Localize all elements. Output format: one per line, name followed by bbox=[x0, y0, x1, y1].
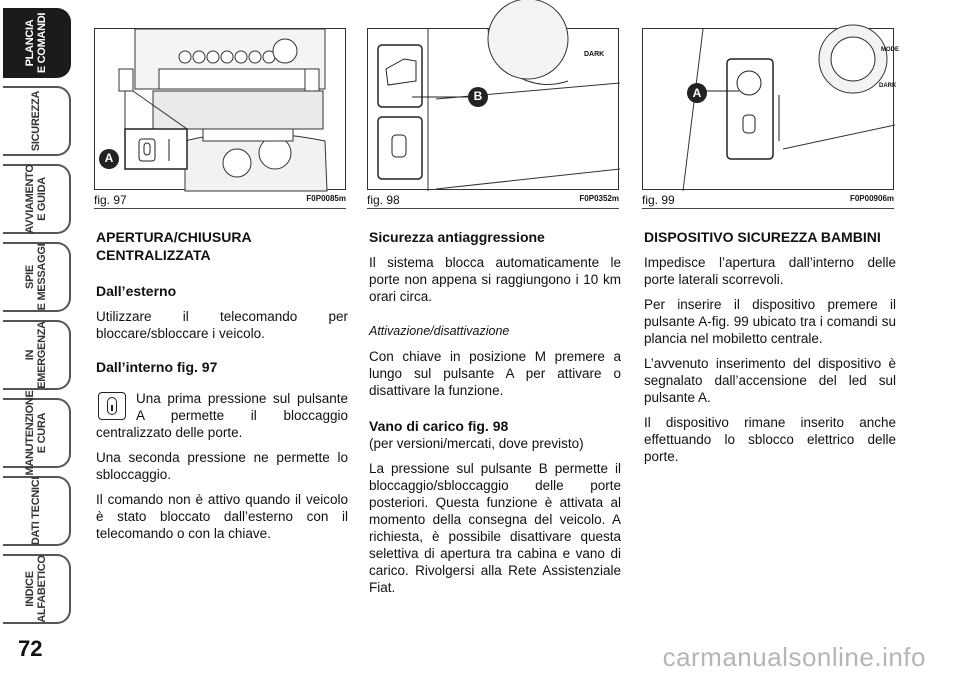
figure-98-dark-label: DARK bbox=[584, 51, 605, 58]
tab-plancia-comandi[interactable]: PLANCIA E COMANDI bbox=[3, 8, 71, 78]
watermark: carmanualsonline.info bbox=[662, 642, 926, 672]
dashboard-center-console-illustration bbox=[95, 29, 347, 191]
figure-97-caption bbox=[94, 193, 346, 207]
security-heading: Sicurezza antiaggressione bbox=[369, 229, 545, 245]
figure-99-mode-label: MODE bbox=[881, 47, 899, 53]
inside-text-2: Una seconda pressione ne permette lo sbloccaggio. bbox=[96, 450, 348, 482]
cargo-lock-button-illustration bbox=[368, 29, 620, 191]
outside-text: Utilizzare il telecomando per bloccare/sbloccare i veicolo. bbox=[96, 309, 348, 341]
inside-text-1: Una prima pressione sul pulsante A permette il bloccaggio centralizzato delle porte. bbox=[96, 391, 348, 440]
figure-98-number: fig. 98 bbox=[367, 193, 400, 207]
activation-heading: Attivazione/disattivazione bbox=[369, 324, 510, 338]
figure-99-rule bbox=[642, 208, 894, 209]
cargo-text: La pressione sul pulsante B permette il bloccaggio/sbloccaggio delle porte posteriori. Questa funzione è attivata al momento della consegna del veicolo. A richiesta, è possibile disattivare questa selettiva di apertura tra cabina e vano di carico. Rivolgersi alla Rete Assistenziale Fiat. bbox=[369, 461, 621, 595]
tab-spie-messaggi[interactable]: SPIE E MESSAGGI bbox=[3, 242, 71, 312]
figure-97-code: F0P0085m bbox=[306, 194, 346, 203]
column-central-locking bbox=[96, 228, 348, 550]
child-safety-text-2: Per inserire il dispositivo premere il pulsante A-fig. 99 ubicato tra i comandi su plancia nel mobiletto centrale. bbox=[644, 297, 896, 346]
child-safety-button-illustration bbox=[643, 29, 895, 191]
security-text: Il sistema blocca automaticamente le porte non appena si raggiungono i 10 km orari circa. bbox=[369, 255, 621, 304]
column-child-safety bbox=[644, 228, 896, 473]
inside-text-3: Il comando non è attivo quando il veicolo è stato bloccato dall’esterno con il telecomando o con la chiave. bbox=[96, 492, 348, 541]
tab-manutenzione-cura[interactable]: MANUTENZIONE E CURA bbox=[3, 398, 71, 468]
cargo-heading: Vano di carico fig. 98 bbox=[369, 418, 509, 434]
cargo-subheading: (per versioni/mercati, dove previsto) bbox=[369, 436, 584, 451]
figure-98-caption bbox=[367, 193, 619, 207]
figure-98-rule bbox=[367, 208, 619, 209]
tab-avviamento-guida[interactable]: AVVIAMENTO E GUIDA bbox=[3, 164, 71, 234]
tab-dati-tecnici[interactable]: DATI TECNICI bbox=[3, 476, 71, 546]
central-lock-icon bbox=[98, 392, 126, 420]
figure-99-caption bbox=[642, 193, 894, 207]
figure-98 bbox=[367, 28, 619, 190]
figure-99-callout-a: A bbox=[692, 86, 702, 100]
figure-97-callout-a: A bbox=[104, 151, 114, 165]
tab-sicurezza[interactable]: SICUREZZA bbox=[3, 86, 71, 156]
chapter-tabs bbox=[0, 0, 80, 640]
inside-heading: Dall’interno fig. 97 bbox=[96, 359, 218, 375]
figure-97-number: fig. 97 bbox=[94, 193, 127, 207]
figure-99-number: fig. 99 bbox=[642, 193, 675, 207]
outside-heading: Dall’esterno bbox=[96, 283, 177, 299]
central-locking-title: APERTURA/CHIUSURA CENTRALIZZATA bbox=[96, 229, 252, 263]
figure-99 bbox=[642, 28, 899, 190]
column-anti-aggression bbox=[369, 228, 621, 604]
child-safety-text-3: L’avvenuto inserimento del dispositivo è segnalato dall’accensione del led sul pulsante A. bbox=[644, 356, 896, 405]
tab-indice-alfabetico[interactable]: INDICE ALFABETICO bbox=[3, 554, 71, 624]
figure-99-code: F0P00906m bbox=[849, 194, 894, 203]
figure-99-dark-label: DARK bbox=[879, 83, 897, 89]
figure-97 bbox=[94, 28, 346, 190]
child-safety-text-4: Il dispositivo rimane inserito anche effettuando lo sblocco elettrico delle porte. bbox=[644, 415, 896, 464]
figure-97-rule bbox=[94, 208, 346, 209]
child-safety-title: DISPOSITIVO SICUREZZA BAMBINI bbox=[644, 229, 881, 245]
child-safety-text-1: Impedisce l’apertura dall’interno delle porte laterali scorrevoli. bbox=[644, 255, 896, 287]
figure-98-callout-b: B bbox=[473, 89, 483, 103]
tab-in-emergenza[interactable]: IN EMERGENZA bbox=[3, 320, 71, 390]
figure-98-code: F0P0352m bbox=[579, 194, 619, 203]
page-number: 72 bbox=[18, 636, 43, 661]
activation-text: Con chiave in posizione M premere a lungo sul pulsante A per attivare o disattivare la funzione. bbox=[369, 349, 621, 398]
